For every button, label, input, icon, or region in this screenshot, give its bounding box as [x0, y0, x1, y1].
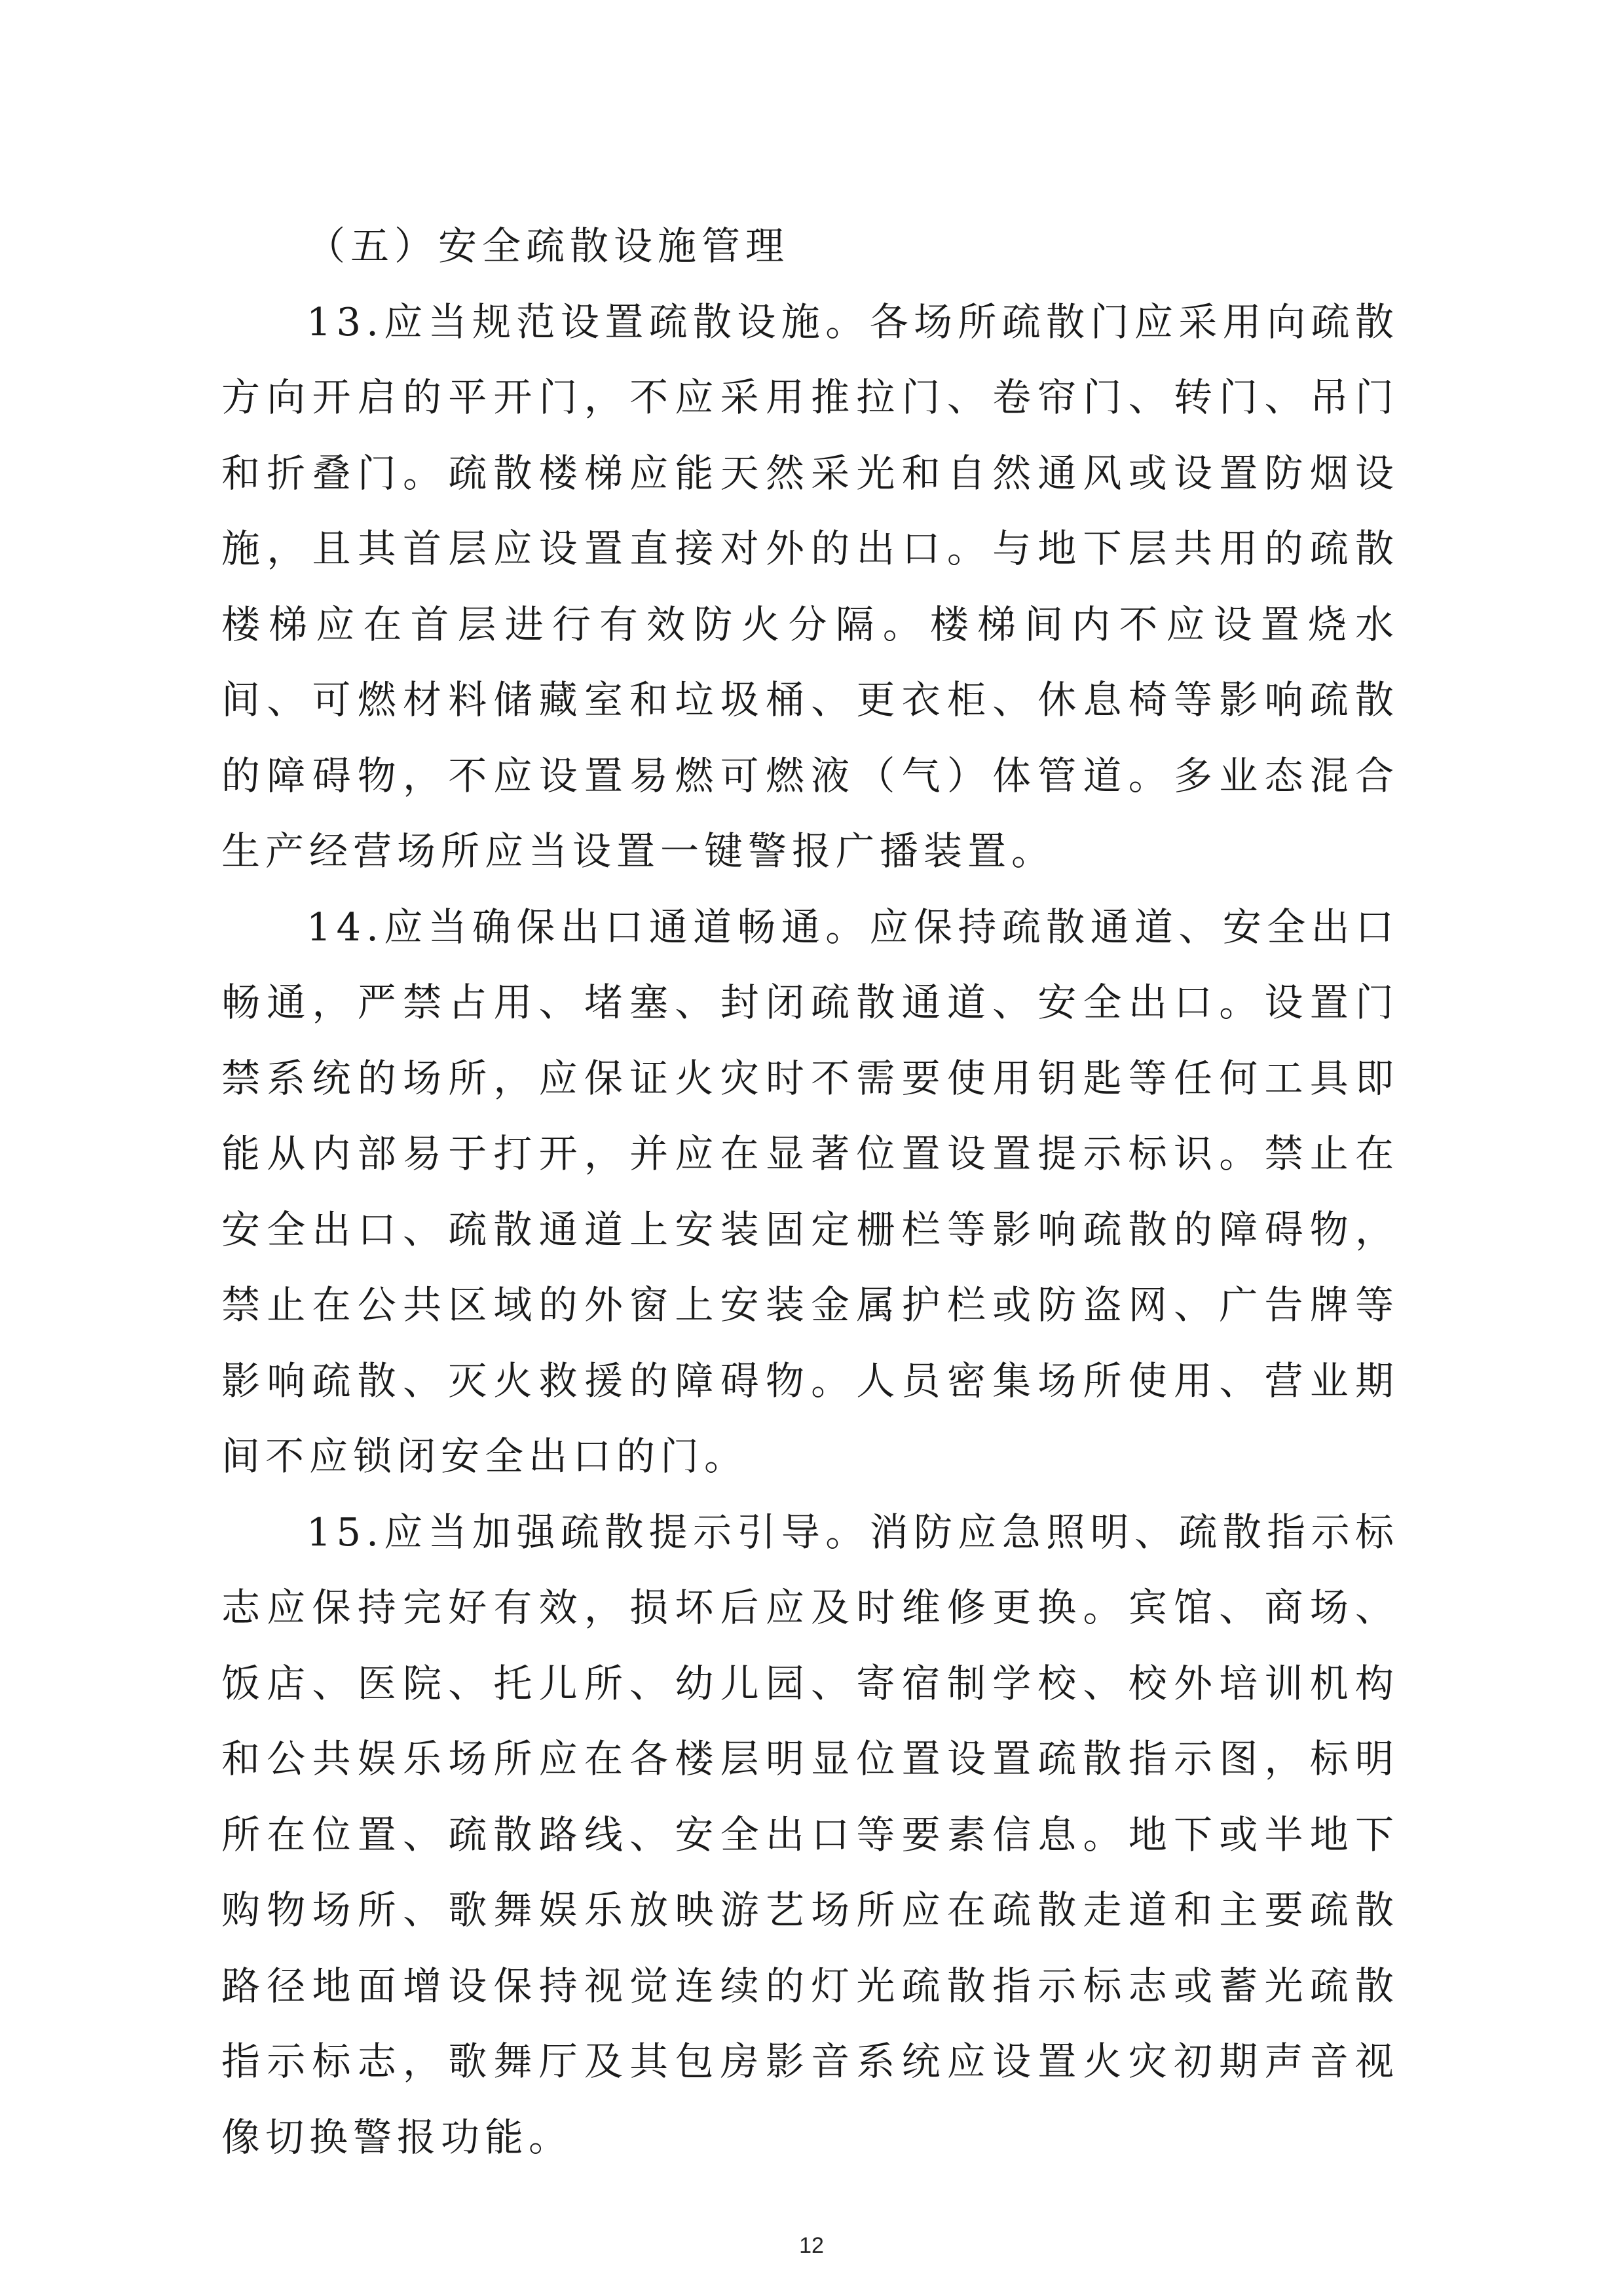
section-heading: （五）安全疏散设施管理 — [307, 223, 790, 268]
page-content — [221, 208, 1399, 2175]
paragraph-15: 15.应当加强疏散提示引导。消防应急照明、疏散指示标志应保持完好有效，损坏后应及时维修更换。宾馆、商场、饭店、医院、托儿所、幼儿园、寄宿制学校、校外培训机构和公共娱乐场所应在各楼层明显位置设置疏散指示图，标明所在位置、疏散路线、安全出口等要素信息。地下或半地下购物场所、歌舞娱乐放映游艺场所应在疏散走道和主要疏散路径地面增设保持视觉连续的灯光疏散指示标志或蓄光疏散指示标志，歌舞厅及其包房影音系统应设置火灾初期声音视像切换警报功能。 — [221, 1509, 1399, 2160]
page-number: 12 — [799, 2233, 824, 2258]
paragraph-14: 14.应当确保出口通道畅通。应保持疏散通道、安全出口畅通，严禁占用、堵塞、封闭疏散通道、安全出口。设置门禁系统的场所，应保证火灾时不需要使用钥匙等任何工具即能从内部易于打开，并应在显著位置设置提示标识。禁止在安全出口、疏散通道上安装固定栅栏等影响疏散的障碍物，禁止在公共区域的外窗上安装金属护栏或防盗网、广告牌等影响疏散、灭火救援的障碍物。人员密集场所使用、营业期间不应锁闭安全出口的门。 — [221, 904, 1399, 1479]
paragraph-13: 13.应当规范设置疏散设施。各场所疏散门应采用向疏散方向开启的平开门，不应采用推拉门、卷帘门、转门、吊门和折叠门。疏散楼梯应能天然采光和自然通风或设置防烟设施，且其首层应设置直接对外的出口。与地下层共用的疏散楼梯应在首层进行有效防火分隔。楼梯间内不应设置烧水间、可燃材料储藏室和垃圾桶、更衣柜、休息椅等影响疏散的障碍物，不应设置易燃可燃液（气）体管道。多业态混合生产经营场所应当设置一键警报广播装置。 — [221, 299, 1399, 874]
